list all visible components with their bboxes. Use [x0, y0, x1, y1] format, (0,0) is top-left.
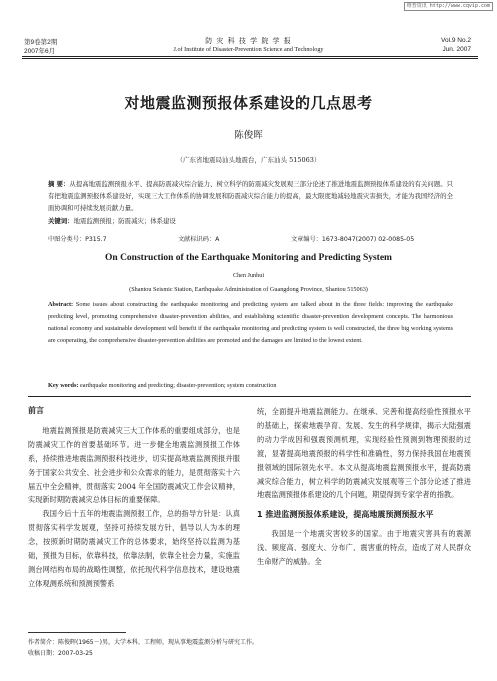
- page-title: 对地震监测预报体系建设的几点思考: [124, 94, 373, 112]
- header-rule-thin: [22, 58, 478, 59]
- footnote-rule: [28, 632, 126, 633]
- header-rule: [22, 56, 478, 57]
- received-date: 收稿日期：2007-03-25: [28, 650, 93, 657]
- left-column: [28, 404, 240, 591]
- right-column: [257, 405, 471, 569]
- keywords-cn: 地震监测预报；防震减灾；体系建设: [73, 216, 176, 225]
- author: 陈俊晖: [234, 130, 263, 141]
- left-paragraph-1: 地震监测预报是防震减灾三大工作体系的重要组成部分，也是防震减灾工作的首要基础环节。进一步健全地震监测预报工作体系，持续推进地震监测预报科技进步，切实提高地震监测预报并服务于国家公共安全、社会进步和公众需求的能力，是贯彻落实十六届五中全会精神，贯彻落实 2004 年全国防震减灾工作会议精神，实现新时期防震减灾总体目标的重要保障。: [28, 425, 240, 505]
- journal-title-cn: 防 灾 科 技 学 院 学 报: [205, 37, 292, 45]
- abstract-en-text: Some issues about constructing the earthquake monitoring and predicting system are talked about in the three fields: improving the earthquake predicting level, promoting comprehensive disaster-prevention abilities, and establishing scientific disaster-prevention development concepts. The harmonious national economy and sustainable development will benefit if the earthquake monitoring and predicting system is well constructed, the three big working systems are cooperating, the comprehensive disaster-prevention abilities are promoted and the damages are limited to the lowest extent.: [48, 301, 454, 344]
- keywords-en-label: Key words:: [48, 382, 79, 389]
- affiliation: （广东省地震局汕头地震台，广东汕头 515063）: [176, 156, 321, 164]
- abstract-cn-text: 从提高地震监测预报水平、提高防震减灾综合能力、树立科学的防震减灾发展观三部分论述了推进地震监测预报体系建设的有关问题。只有把地震监测预报体系建设好，实现三大工作体系的协调发展和防震减灾综合能力的提高，最大限度地减轻地震灾害损失，才能为我国经济的全面协调和可持续发展贡献力量。: [48, 180, 454, 213]
- volume-cn: 第9卷第2期: [24, 39, 58, 46]
- abstract-rule: [28, 396, 471, 397]
- section-1-heading: 1 推进监测预报体系建设，提高地震预测预报水平: [257, 510, 434, 520]
- watermark: 维普资讯 http://www.cqvip.com: [404, 2, 493, 11]
- clc-code: 中图分类号：P315.7: [48, 236, 107, 243]
- abstract-en-label: Abstract:: [48, 301, 74, 308]
- keywords-en-text: earthquake monitoring and predicting; disaster-prevention; system construction: [79, 382, 277, 389]
- author-bio: 作者简介：陈俊晖(1965－)男，大学本科，工程师，现从事地震监测分析与研究工作。: [28, 639, 258, 646]
- keywords-cn-label: 关键词：: [48, 216, 74, 225]
- right-paragraph-2: 我国是一个地震灾害较多的国家。由于地震灾害具有的震源浅、频度高、强度大、分布广、震害重的特点，造成了对人民群众生命财产的威胁。全: [257, 529, 471, 567]
- keywords-en: [48, 382, 453, 389]
- left-paragraph-2: 我国今后十五年的地震监测预报工作，总的指导方针是：认真贯彻落实科学发展观，坚持可持续发展方针，倡导以人为本的理念，按照新时期防震减灾工作的总体要求，始终坚持以监测为基础，预报为目标，依靠科技，依靠法制，依靠全社会力量，实施监测台网结构布局的战略性调整，依托现代科学信息技术，建设地震立体观测系统和预测预警系: [28, 509, 240, 588]
- date-en: Jun. 2007: [442, 46, 471, 53]
- title-en: On Construction of the Earthquake Monitoring and Predicting System: [105, 253, 392, 263]
- preface-heading: 前言: [28, 406, 44, 415]
- author-en: Chen Junhui: [232, 272, 265, 279]
- date-cn: 2007年6月: [24, 48, 56, 55]
- affiliation-en: (Shantou Seismic Station, Earthquake Administration of Guangdong Province, Shantou 515063): [129, 286, 368, 293]
- article-number: 文章编号：1673-8047(2007) 02-0085-05: [291, 236, 415, 243]
- abstract-cn-label: 摘 要：: [48, 180, 70, 188]
- right-paragraph-1: 统，全面提升地震监测能力。在继承、完善和提高经验性预报水平的基础上，探索地震孕育、发展、发生的科学规律，揭示大陆强震的动力学成因和强震预测机理，实现经验性预测到物理预报的过渡，显著提高地震预报的科学性和准确性，努力保持我国在地震预报领域的国际领先水平。本文从提高地震监测预报水平，提高防震减灾综合能力，树立科学的防震减灾发展观等三个部分论述了推进地震监测预报体系建设的几个问题，期望得到专家学者的指教。: [257, 407, 471, 500]
- volume-en: Vol.9 No.2: [441, 37, 471, 44]
- journal-title-en: J.of Institute of Disaster-Prevention Science and Technology: [173, 46, 324, 53]
- abstract-cn: [48, 178, 453, 227]
- doc-code: 文献标识码：A: [178, 236, 220, 243]
- abstract-en: [48, 299, 453, 347]
